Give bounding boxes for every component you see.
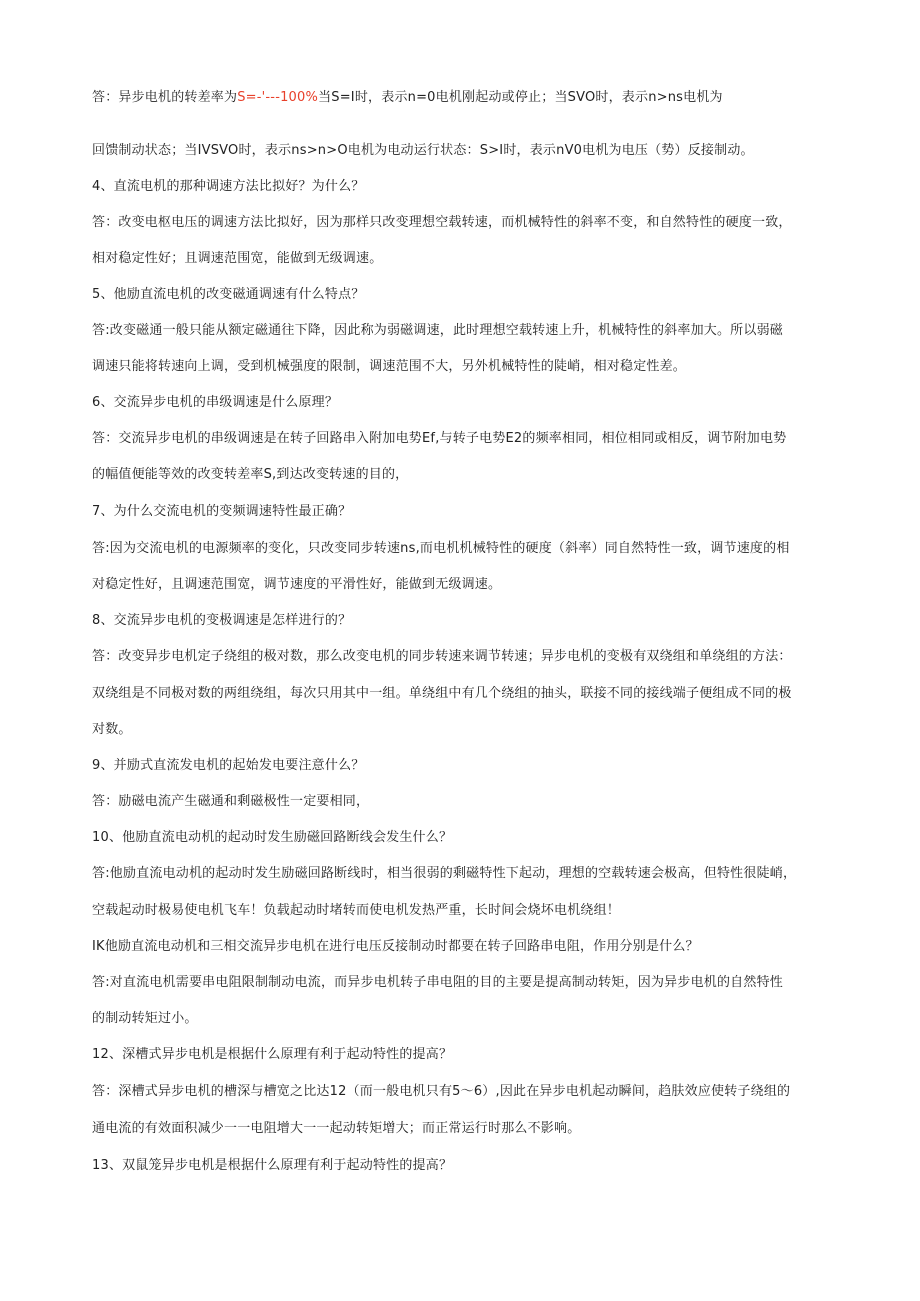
answer-10-line-2: 空载起动时极易使电机飞车！负载起动时堵转而使电机发热严重，长时间会烧坏电机绕组！: [92, 903, 621, 918]
question-9: 9、并励式直流发电机的起始发电要注意什么？: [92, 758, 365, 773]
question-6: 6、交流异步电机的串级调速是什么原理？: [92, 395, 339, 410]
answer-8-line-3: 对数。: [92, 722, 132, 737]
text-line-1: [92, 89, 723, 107]
answer-10-line-1: 答:他励直流电动机的起动时发生励磁回路断线时，相当很弱的剩磁特性下起动，理想的空载转速会极高，但特性很陡峭，: [92, 866, 797, 881]
question-8: 8、交流异步电机的变极调速是怎样进行的？: [92, 613, 352, 628]
question-10: 10、他励直流电动机的起动时发生励磁回路断线会发生什么？: [92, 830, 453, 845]
answer-7-line-1: 答:因为交流电机的电源频率的变化，只改变同步转速ns,而电机机械特性的硬度（斜率）同自然特性一致，调节速度的相: [92, 541, 790, 556]
answer-text: 当S=I时，表示n=0电机刚起动或停止；当SVO时，表示n>ns电机为: [318, 90, 723, 105]
answer-text: 答：异步电机的转差率为: [92, 90, 238, 105]
answer-7-line-2: 对稳定性好，且调速范围宽，调节速度的平滑性好，能做到无级调速。: [92, 577, 502, 592]
answer-9: 答：励磁电流产生磁通和剩磁极性一定要相同，: [92, 794, 370, 809]
question-13: 13、双鼠笼异步电机是根据什么原理有利于起动特性的提高？: [92, 1158, 453, 1173]
answer-11-line-2: 的制动转矩过小。: [92, 1011, 198, 1026]
answer-4-line-2: 相对稳定性好；且调速范围宽，能做到无级调速。: [92, 251, 383, 266]
answer-12-line-2: 通电流的有效面积减少一一电阻增大一一起动转矩增大；而正常运行时那么不影响。: [92, 1121, 581, 1136]
answer-11-line-1: 答:对直流电机需要串电阻限制制动电流，而异步电机转子串电阻的目的主要是提高制动转矩，因为异步电机的自然特性: [92, 975, 783, 990]
answer-6-line-1: 答：交流异步电机的串级调速是在转子回路串入附加电势Ef,与转子电势E2的频率相同，相位相同或相反，调节附加电势: [92, 431, 787, 446]
answer-6-line-2: 的幅值便能等效的改变转差率S,到达改变转速的目的，: [92, 467, 409, 482]
answer-5-line-2: 调速只能将转速向上调，受到机械强度的限制，调速范围不大，另外机械特性的陡峭，相对稳定性差。: [92, 359, 687, 374]
question-12: 12、深槽式异步电机是根据什么原理有利于起动特性的提高？: [92, 1047, 453, 1062]
question-11: IK他励直流电动机和三相交流异步电机在进行电压反接制动时都要在转子回路串电阻，作用分别是什么？: [92, 939, 699, 954]
question-7: 7、为什么交流电机的变频调速特性最正确？: [92, 504, 352, 519]
answer-8-line-1: 答：改变异步电机定子绕组的极对数，那么改变电机的同步转速来调节转速；异步电机的变极有双绕组和单绕组的方法：: [92, 649, 792, 664]
answer-5-line-1: 答:改变磁通一般只能从额定磁通往下降，因此称为弱磁调速，此时理想空载转速上升，机械特性的斜率加大。所以弱磁: [92, 323, 783, 338]
slip-formula: S=-'---100%: [237, 90, 319, 105]
text-line-2: 回馈制动状态；当IVSVO时，表示ns>n>O电机为电动运行状态：S>I时，表示nV0电机为电压（势）反接制动。: [92, 143, 754, 158]
answer-4-line-1: 答：改变电枢电压的调速方法比拟好，因为那样只改变理想空载转速，而机械特性的斜率不变，和自然特性的硬度一致，: [92, 215, 792, 230]
question-4: 4、直流电机的那种调速方法比拟好？为什么？: [92, 179, 365, 194]
question-5: 5、他励直流电机的改变磁通调速有什么特点？: [92, 287, 365, 302]
answer-12-line-1: 答：深槽式异步电机的槽深与槽宽之比达12（而一般电机只有5〜6）,因此在异步电机起动瞬间，趋肤效应使转子绕组的: [92, 1084, 791, 1099]
answer-8-line-2: 双绕组是不同极对数的两组绕组，每次只用其中一组。单绕组中有几个绕组的抽头，联接不同的接线端子便组成不同的极: [92, 686, 792, 701]
